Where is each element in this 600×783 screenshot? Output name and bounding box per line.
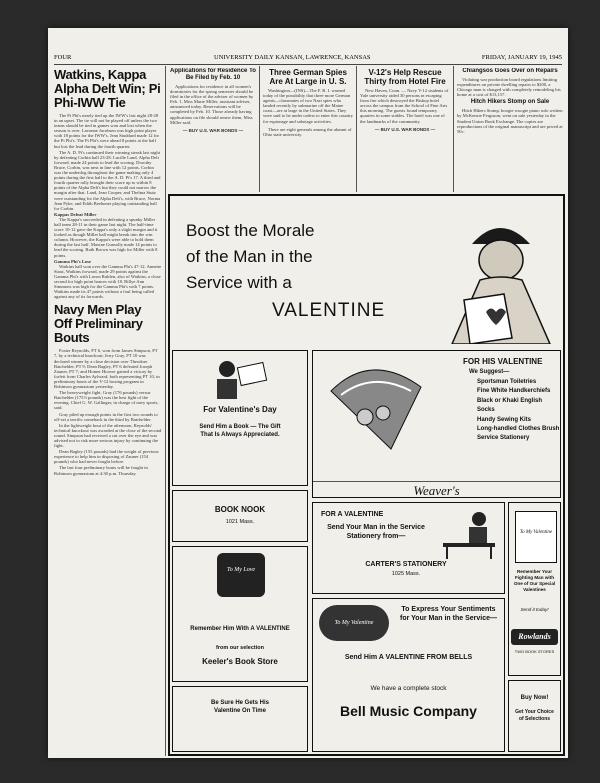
woman-at-desk-illustration <box>439 509 499 561</box>
weavers-item: Handy Sewing Kits <box>477 416 532 423</box>
book-nook-name-block <box>172 490 308 542</box>
valentine-card-illustration <box>515 511 557 563</box>
morale-line-4: VALENTINE <box>272 300 386 321</box>
keelers-ad <box>172 546 308 682</box>
story-paragraph: Watkins hall won over the Gamma Phi's 47-12. Annette Stout, Watkins forward, made 29 points against the Gamma Phi's with Lavon Ruhlen, also of Watkins, a close second for high point honors with 18. Billye Ann Simmons was high for the Gamma Phi's with 7 points. Watkins made its 47 points without a foul being called against any of its forwards. <box>54 263 162 300</box>
story-paragraph: Foster Reynolds, PT 6, won from James Simpson, PT 7, by a technical knockout; Jerry Gray, PT 10 was declared winner by a close decision over Theodore Batchelder, PT 9; Dean Bagley, PT 6 defeated Joseph Zauner, PT 7; and Homer Hoover gained a victory by forfeit from Charles Aylward, both representing PT 10, in preliminary bouts of the V-12 boxing program in Robinson gymnasium yesterday. <box>54 348 160 390</box>
war-bonds-slug: — BUY U.S. WAR BONDS — <box>374 126 436 132</box>
page-number: FOUR <box>54 54 72 61</box>
weavers-item: Service Stationery <box>477 435 530 442</box>
carters-headline: FOR A VALENTINE <box>321 511 384 518</box>
rowlands-body: Remember Your Fighting Man with One of Our Special Valentines <box>513 569 556 592</box>
subhead-kappas: Kappas Defeat Miller <box>54 211 97 217</box>
story-paragraph: The Kappa's succeeded in defeating a spunky Miller hall team 28-11 in their game last night. The half-time score 10-12 gave the Kappa's only a slight margin and it looked as though Miller hall might break into the win column. However, the Kappa's were able to hold them during the last half. Maxine Gunsolly made 14 points to lead the scoring. Ruth Brown was high for Miller with 8 points. <box>54 216 158 258</box>
headline-spies: Three German Spies Are At Large in U. S. <box>269 68 347 86</box>
book-nook-body: Send Him a Book — The Gift That Is Always Appreciated. <box>199 424 281 438</box>
story-paragraph: Gray piled up enough points in the first two rounds to off-set a terrific comeback in the third by Batchelder. <box>54 411 158 422</box>
newspaper-page <box>48 28 568 758</box>
column-rule <box>165 66 166 756</box>
rowlands-footer-2: Get Your Choice of Selections <box>515 709 554 722</box>
story-paragraph: The heavyweight fight, Gray (176 pounds) versus Batchelder (175½ pounds) was the best fight of the evening. Chief G. W. Gallinger, in charge of navy sports, said. <box>54 390 159 411</box>
weavers-headline: FOR HIS VALENTINE <box>463 357 543 366</box>
weavers-intro: We Suggest— <box>469 369 510 375</box>
morale-line-2: of the Man in the <box>186 247 313 266</box>
column-spies <box>263 68 353 190</box>
morale-banner <box>172 198 561 348</box>
book-nook-name: BOOK NOOK <box>214 505 266 514</box>
book-nook-headline: For Valentine's Day <box>203 405 277 414</box>
morale-line-3: Service with a <box>186 273 292 292</box>
story-paragraph: The Pi Phi's nearly tied up the IWW's last night 28-28 in an upset. The tie will not be played off unless the two teams should be tied in games won and lost when the season is over. Lavonne Jacobsen was high point player with 18 points for the IWW's. Jean Studdard made 12 for the Pi Phi's. The Pi Phi's were ahead 8 points at the half but lost the lead during the fourth quarter. <box>54 113 160 149</box>
weavers-name: Weaver's <box>413 483 460 498</box>
carters-name: CARTER'S STATIONERY <box>365 561 447 568</box>
headline-residence: Applications for Residence To Be Filed by Feb. 10 <box>170 68 256 81</box>
weavers-rule <box>313 481 560 482</box>
story-paragraph: Hitch Hikers Stomp, boogie woogie piano solo written by McKenzie Ferguson, went on sale yesterday in the Student Union Book Exchange. The copies are reproductions of the original manuscript and are priced at 50c. <box>457 108 563 134</box>
carters-ad <box>312 502 505 594</box>
bell-body: To Express Your Sentiments for Your Man in the Service— <box>400 606 497 622</box>
keelers-footer: Be Sure He Gets His Valentine On Time <box>210 700 270 714</box>
girl-with-card-illustration <box>211 357 271 401</box>
subhead-gamma: Gamma Phi's Lose <box>54 258 92 264</box>
column-sports <box>54 68 162 754</box>
weavers-item-list <box>477 378 560 444</box>
soldier-illustration <box>442 204 558 344</box>
column-briefs <box>457 68 563 190</box>
bell-music-ad <box>312 598 505 752</box>
keelers-name: Keeler's Book Store <box>202 657 278 666</box>
bell-headline: Send Him A VALENTINE FROM BELLS <box>344 654 473 661</box>
weavers-ad <box>312 350 561 498</box>
page-header <box>54 54 562 65</box>
story-paragraph: Washington—(INS)—The F. B. I. warned today of the possibility that three more German agents—classmates of two Nazi spies who landed recently by submarine off the Maine coast—are at large in the United States. They were said to be under orders to enter this country for espionage and sabotage activities. <box>263 88 353 124</box>
keelers-footer-block <box>172 686 308 752</box>
rowlands-cta: Send it today! <box>520 607 549 612</box>
morale-line-1: Boost the Morale <box>186 221 315 240</box>
story-paragraph: The A. D. Pi's continued their winning streak last night by defeating Corbin hall 23-28. Lucille Land, Alpha Delt forward, made 24 points to lead the scoring. Dorothy Bruce, Corbin, was next in line with 12 points. Corbin was the underdog throughout the game making only 4 points during the first half to the A. D. Pi's 17. A third and fourth quarter rally brought their score up to within 8 points of the Alpha Delt's but they could not narrow the margin after that. Land, Jean Cooper, and Thelma Stutz were outstanding for the Alpha Delt's, with Bruce, Norma Jean Pyke, and Edith Beehoner playing outstanding ball for Corbin. <box>54 149 161 211</box>
headline-repairs: Chiangsos Goes Over on Repairs <box>462 68 558 74</box>
valentine-banner-illustration <box>319 605 389 641</box>
issue-date: FRIDAY, JANUARY 19, 1945 <box>481 54 562 61</box>
rowlands-logo <box>511 629 558 645</box>
weavers-item: Fine White Handkerchiefs <box>477 388 551 395</box>
rowlands-sub: TWO BOOK STORES <box>514 649 555 654</box>
story-paragraph: Dean Bagley (155 pounds) had the weight of previous experience to help him in disposing of Zauner (154 pounds) who had never fought before. <box>54 449 159 465</box>
weavers-item: Black or Khaki English Socks <box>477 397 543 414</box>
card-lettering: To My Valentine <box>334 620 374 626</box>
rowlands-ad <box>508 502 561 676</box>
story-paragraph: In the lightweight bout of the afternoon, Reynolds' technical knockout was awarded at the close of the second round. Simpson had received a cut over the eye and was advised not to risk more serious injury by continuing the fight. <box>54 422 162 449</box>
story-paragraph: New Haven, Conn. — Navy V-12 students of Yale university aided 30 persons in escaping from fire which destroyed the Bishop hotel across the campus from the School of Fine Arts this morning. The guests found temporary quarters in some stables. The hotel was one of the landmarks of the community. <box>360 88 449 124</box>
headline-watkins: Watkins, Kappa Alpha Delt Win; Pi Phi-IWW Tie <box>54 68 161 110</box>
keelers-body: Remember Him With A VALENTINE <box>190 626 290 632</box>
weavers-item: Sportsman Toiletries <box>477 379 537 385</box>
story-paragraph: There are eight generals among the alumni of Ohio state university. <box>263 126 352 137</box>
story-paragraph: The last four preliminary bouts will be fought in Robinson gymnasium at 4:30 p.m. Thursday. <box>54 465 148 476</box>
carters-address: 1025 Mass. <box>391 571 421 577</box>
valentine-card-illustration <box>217 553 265 597</box>
headline-hitch: Hitch Hikers Stomp on Sale <box>470 99 550 106</box>
book-nook-address: 1021 Mass. <box>225 519 255 525</box>
story-paragraph: Violating war production board regulations limiting expenditures on private dwelling repairs to $200, a Chicago man is charged with completely remodeling his home at a cost of $13,157. <box>457 77 561 98</box>
rowlands-logo-text: Rowlands <box>518 632 551 641</box>
story-paragraph: Applications for residence in all women's dormitories for the spring semester should be filed in the office of the adviser of women by Feb. 1, Miss Marie Miller, assistant adviser, announced today. Reservations will be completed by Feb. 10. Those already having applications on file should renew them, Miss Miller said. <box>170 84 254 125</box>
headline-fire: V-12's Help Rescue Thirty from Hotel Fire <box>364 68 446 86</box>
bell-name: Bell Music Company <box>340 703 477 719</box>
rowlands-footer-block <box>508 680 561 752</box>
column-fire <box>360 68 450 190</box>
weavers-item: Long-handled Clothes Brush <box>477 426 560 433</box>
column-rule <box>259 66 260 192</box>
book-nook-ad <box>172 350 308 486</box>
column-rule <box>453 66 454 192</box>
war-bonds-slug: — BUY U.S. WAR BONDS — <box>182 127 244 133</box>
valentine-bouquet-illustration <box>321 361 433 453</box>
card-lettering: To My Valentine <box>519 530 553 535</box>
paper-name: UNIVERSITY DAILY KANSAN, LAWRENCE, KANSAS <box>214 54 371 61</box>
carters-body: Send Your Man in the Service Stationery from— <box>327 524 425 540</box>
bell-stock: We have a complete stock <box>370 685 447 692</box>
column-residence <box>170 68 256 190</box>
keelers-selection: from our selection <box>216 645 264 651</box>
card-lettering: To My Love <box>226 567 256 573</box>
column-rule <box>356 66 357 192</box>
rowlands-footer-1: Buy Now! <box>520 695 549 701</box>
headline-navy: Navy Men Play Off Preliminary Bouts <box>54 302 143 346</box>
